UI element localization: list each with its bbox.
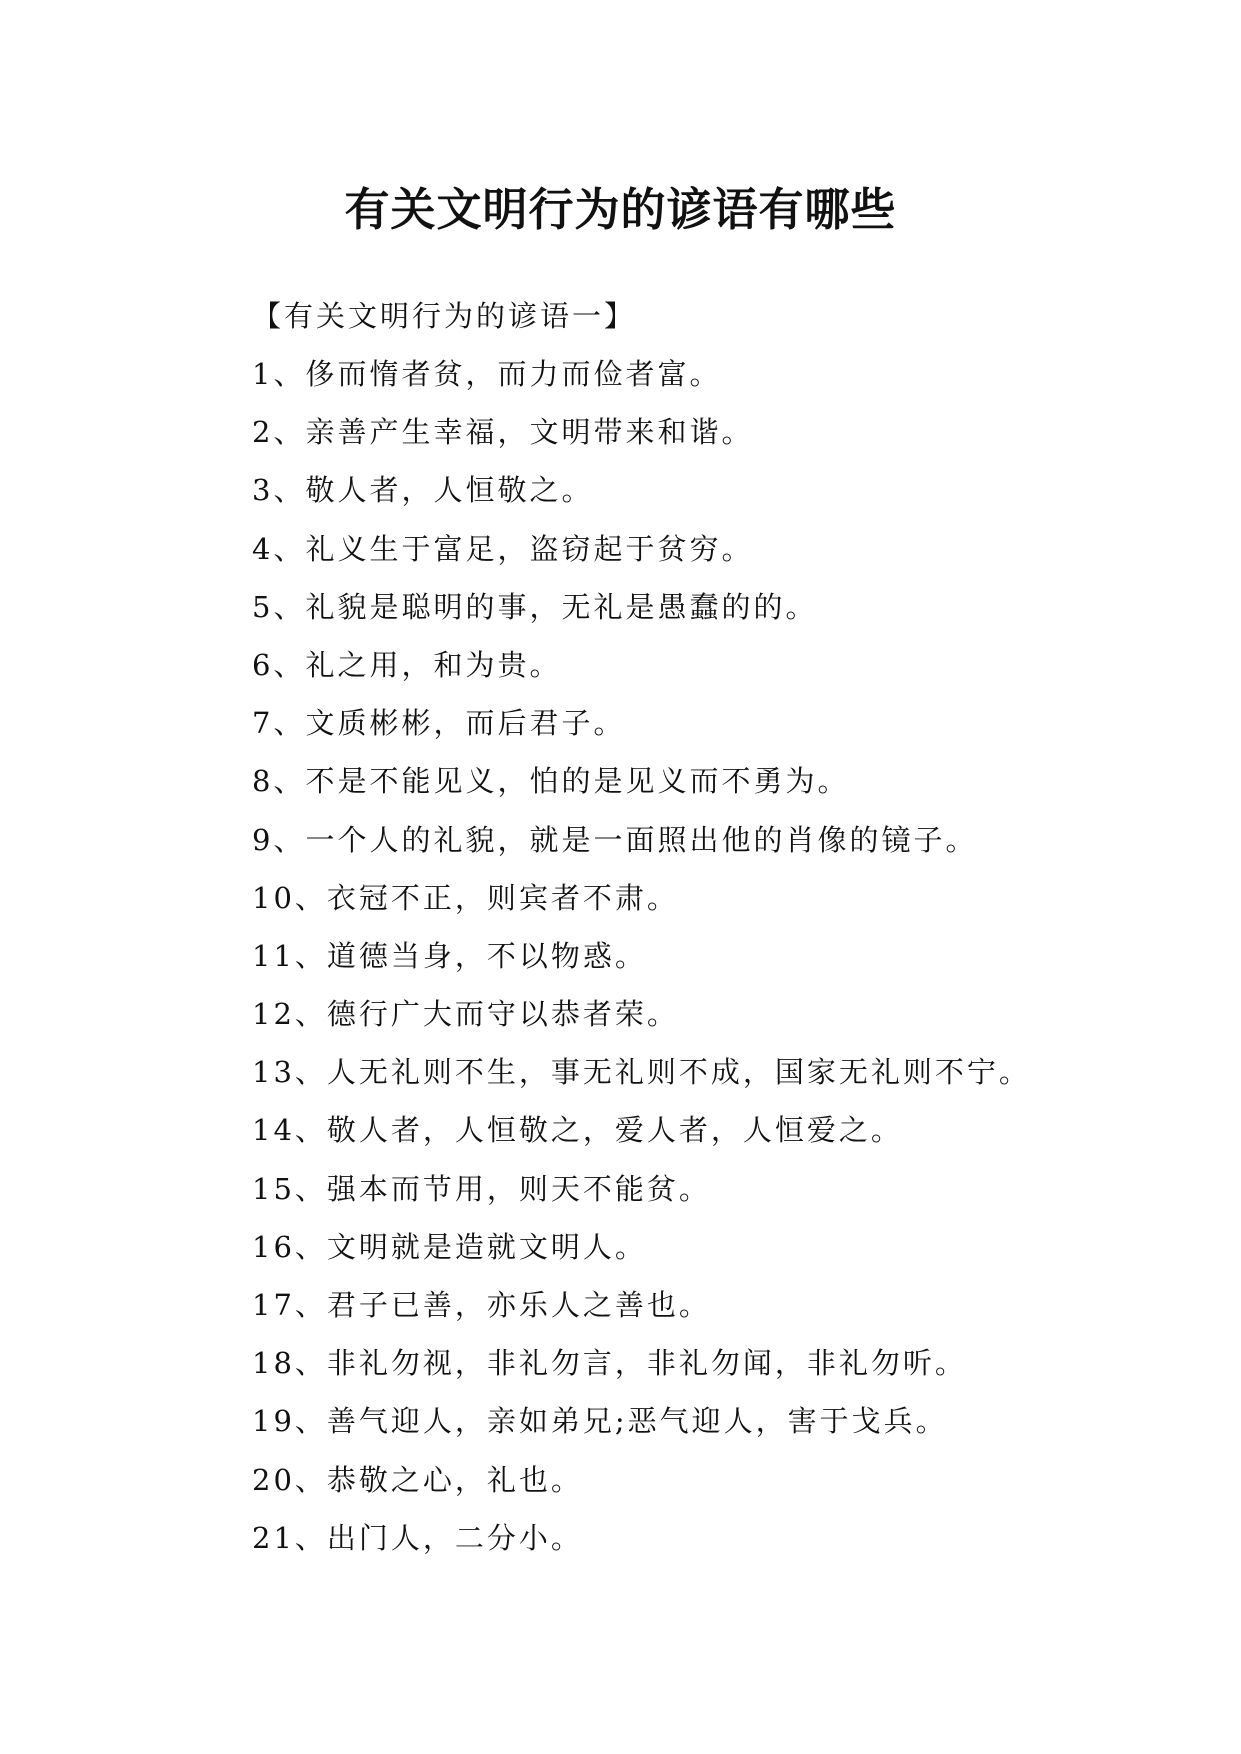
section-heading: 【有关文明行为的谚语一】 (252, 299, 637, 333)
proverb-item: 11、道德当身，不以物惑。 (252, 938, 647, 973)
proverb-item: 13、人无礼则不生，事无礼则不成，国家无礼则不宁。 (252, 1055, 1031, 1090)
document-body (252, 287, 1192, 1567)
proverb-item: 6、礼之用，和为贵。 (252, 647, 562, 682)
proverb-item: 15、强本而节用，则天不能贫。 (252, 1171, 711, 1206)
proverb-item: 17、君子已善，亦乐人之善也。 (252, 1288, 711, 1322)
proverb-item: 7、文质彬彬，而后君子。 (252, 706, 626, 741)
proverb-item: 5、礼貌是聪明的事，无礼是愚蠢的的。 (252, 589, 818, 624)
proverb-item: 12、德行广大而守以恭者荣。 (252, 997, 679, 1032)
proverb-item: 2、亲善产生幸福，文明带来和谐。 (252, 415, 754, 450)
proverb-item: 3、敬人者，人恒敬之。 (252, 473, 594, 508)
proverb-item: 21、出门人，二分小。 (252, 1520, 583, 1555)
proverb-item: 8、不是不能见义，怕的是见义而不勇为。 (252, 764, 850, 799)
proverb-item: 16、文明就是造就文明人。 (252, 1229, 647, 1264)
proverb-list (252, 345, 1192, 1567)
proverb-item: 14、敬人者，人恒敬之，爱人者，人恒爱之。 (252, 1113, 903, 1148)
proverb-item: 4、礼义生于富足，盗窃起于贫穷。 (252, 531, 754, 566)
proverb-item: 19、善气迎人，亲如弟兄;恶气迎人，害于戈兵。 (252, 1404, 948, 1439)
proverb-item: 20、恭敬之心，礼也。 (252, 1462, 583, 1497)
proverb-item: 1、侈而惰者贫，而力而俭者富。 (252, 357, 722, 391)
page-title: 有关文明行为的谚语有哪些 (344, 183, 897, 237)
proverb-item: 10、衣冠不正，则宾者不肃。 (252, 880, 679, 915)
proverb-item: 9、一个人的礼貌，就是一面照出他的肖像的镜子。 (252, 822, 978, 857)
proverb-item: 18、非礼勿视，非礼勿言，非礼勿闻，非礼勿听。 (252, 1346, 967, 1381)
